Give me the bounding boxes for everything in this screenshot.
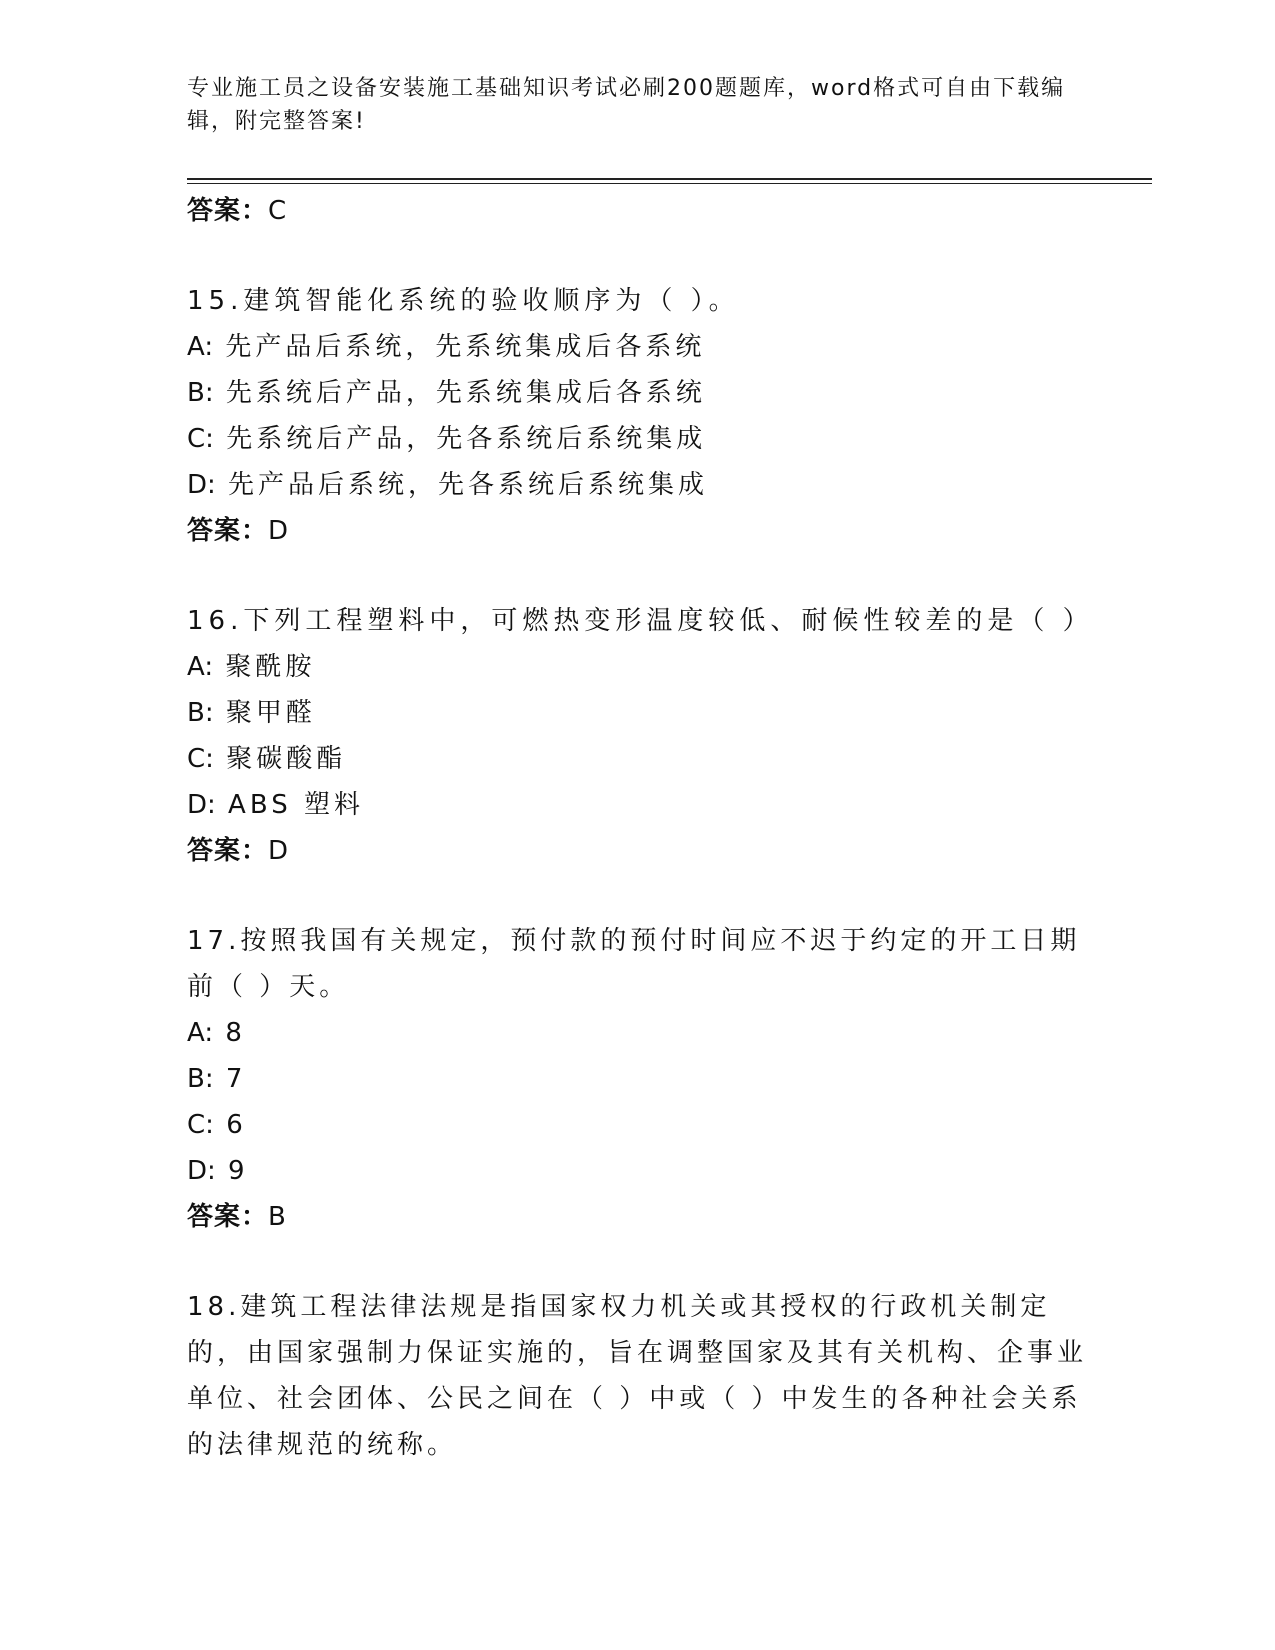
answer-value: C [268, 196, 288, 226]
question-18 [187, 1284, 1087, 1468]
option-letter: D: [187, 790, 216, 820]
answer-value: D [268, 836, 290, 866]
option-letter: C: [187, 1110, 214, 1140]
header-divider [187, 178, 1152, 180]
option-letter: A: [187, 652, 214, 682]
option-letter: A: [187, 332, 214, 362]
option-text: 先产品后系统，先各系统后系统集成 [228, 470, 709, 500]
option-text: 聚甲醛 [225, 698, 316, 728]
question-stem: 16.下列工程塑料中，可燃热变形温度较低、耐候性较差的是（ ） [187, 606, 1094, 636]
answer-value: B [268, 1202, 287, 1232]
question-16 [187, 598, 1094, 874]
option-b [187, 690, 1087, 736]
option-a [187, 324, 1087, 370]
option-d [187, 782, 1087, 828]
option-text: 先系统后产品，先系统集成后各系统 [225, 378, 706, 408]
option-letter: D: [187, 470, 216, 500]
option-letter: D: [187, 1156, 216, 1186]
question-17 [187, 918, 1087, 1240]
spacer [187, 554, 1087, 598]
answer [187, 508, 1087, 554]
option-text: 7 [225, 1064, 247, 1094]
header-divider-thin [187, 183, 1152, 184]
answer-value: D [268, 516, 290, 546]
spacer [187, 234, 1087, 278]
option-c [187, 416, 1087, 462]
option-text: 先产品后系统，先系统集成后各系统 [225, 332, 706, 362]
option-d [187, 462, 1087, 508]
question-stem: 17.按照我国有关规定，预付款的预付时间应不迟于约定的开工日期前（ ）天。 [187, 926, 1081, 1002]
option-a [187, 1010, 1087, 1056]
option-c [187, 1102, 1087, 1148]
option-text: ABS 塑料 [228, 790, 364, 820]
option-letter: B: [187, 1064, 214, 1094]
answer-label: 答案： [187, 516, 269, 546]
answer [187, 1194, 1087, 1240]
option-letter: A: [187, 1018, 214, 1048]
question-list [187, 188, 1094, 1468]
option-letter: C: [187, 744, 214, 774]
question-stem: 15.建筑智能化系统的验收顺序为（ ）。 [187, 286, 740, 316]
previous-answer [187, 188, 1087, 234]
question-stem: 18.建筑工程法律法规是指国家权力机关或其授权的行政机关制定的，由国家强制力保证实施的，旨在调整国家及其有关机构、企事业单位、社会团体、公民之间在（ ）中或（ ）中发生的各种社会关系的法律规范的统称。 [187, 1292, 1088, 1460]
option-a [187, 644, 1087, 690]
option-letter: C: [187, 424, 214, 454]
spacer [187, 1240, 1087, 1284]
option-letter: B: [187, 698, 214, 728]
document-header: 专业施工员之设备安装施工基础知识考试必刷200题题库，word格式可自由下载编辑，附完整答案! [187, 76, 1066, 134]
option-c [187, 736, 1087, 782]
option-text: 先系统后产品，先各系统后系统集成 [226, 424, 707, 454]
answer-label: 答案： [187, 196, 269, 226]
option-text: 9 [228, 1156, 249, 1186]
spacer [187, 874, 1087, 918]
option-text: 6 [226, 1110, 247, 1140]
question-15 [187, 278, 1087, 554]
answer [187, 828, 1087, 874]
option-b [187, 1056, 1087, 1102]
option-d [187, 1148, 1087, 1194]
answer-label: 答案： [187, 1202, 269, 1232]
option-letter: B: [187, 378, 214, 408]
option-text: 聚酰胺 [225, 652, 316, 682]
option-text: 聚碳酸酯 [226, 744, 347, 774]
answer-label: 答案： [187, 836, 269, 866]
option-text: 8 [225, 1018, 246, 1048]
option-b [187, 370, 1087, 416]
